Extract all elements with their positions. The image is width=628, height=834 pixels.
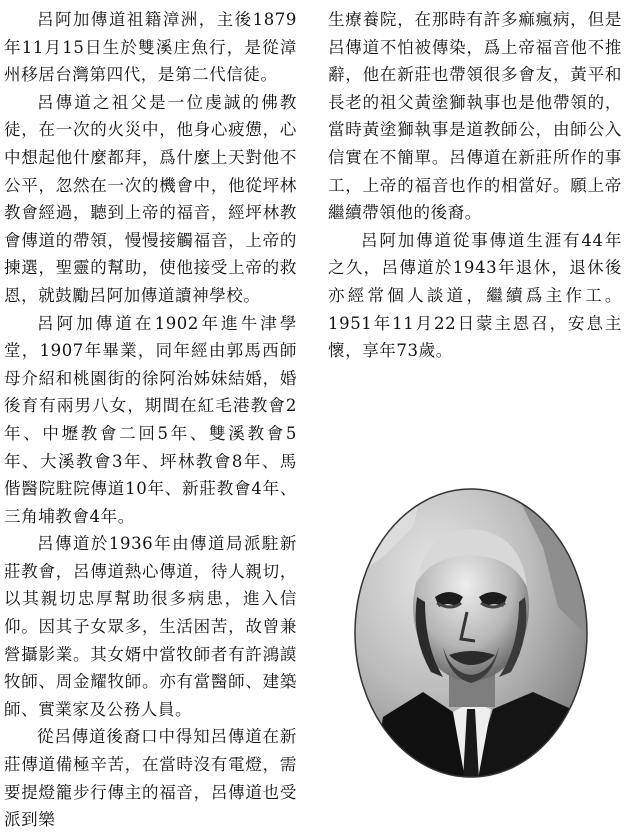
paragraph-retirement: 呂阿加傳道從事傳道生涯有44年之久，呂傳道於1943年退休，退休後亦經常個人談道，繼續爲主作工。1951年11月22日蒙主恩召，安息主懷，享年73歲。: [328, 230, 622, 361]
portrait-photo: [353, 487, 589, 779]
paragraph-descendants-account: 從呂傳道後裔口中得知呂傳道在新莊傳道備極辛苦，在當時沒有電燈，需要提燈籠步行傳主的福音，呂傳道也受派到樂: [4, 727, 297, 830]
paragraph-xinzhuang-church: 呂傳道於1936年由傳道局派駐新莊教會，呂傳道熱心傳道，待人親切，以其親切忠厚幫助很多病患，進入信仰。因其子女眾多，生活困苦，故曾兼營攝影業。其女婿中當牧師者有許鴻謨牧師、周金耀牧師。亦有當醫師、建築師、實業家及公務人員。: [4, 534, 297, 719]
paragraph-education-and-ministry: 呂阿加傳道在1902年進牛津學堂，1907年畢業，同年經由郭馬西師母介紹和桃園街的徐阿治姊妹結婚，婚後育有兩男八女，期間在紅毛港教會2年、中壢教會二回5年、雙溪教會5年、大溪教會3年、坪林教會8年、馬偕醫院駐院傳道10年、新莊教會4年、三角埔教會4年。: [4, 313, 297, 526]
paragraph-grandfather-conversion: 呂傳道之祖父是一位虔誠的佛教徒，在一次的火災中，他身心疲憊，心中想起他什麼都拜，爲什麼上天對他不公平，忽然在一次的機會中，他從坪林教會經過，聽到上帝的福音，經坪林教會傳道的帶領，慢慢接觸福音，上帝的揀選，聖靈的幫助，使他接受上帝的救恩，就鼓勵呂阿加傳道讀神學校。: [4, 92, 297, 305]
left-column: [4, 6, 297, 834]
paragraph-continuation: 生療養院，在那時有許多痲瘋病，但是呂傳道不怕被傳染，爲上帝福音他不推辭，他在新莊也帶領很多會友，黃平和長老的祖父黃塗獅執事也是他帶領的，當時黃塗獅執事是道教師公，由師公入信實在不簡單。呂傳道在新莊所作的事工，上帝的福音也作的相當好。願上帝繼續帶領他的後裔。: [328, 10, 622, 223]
paragraph-ancestry: 呂阿加傳道祖籍漳洲，主後1879年11月15日生於雙溪庄魚行，是從漳州移居台灣第四代，是第二代信徒。: [4, 10, 297, 85]
right-column: [328, 6, 622, 365]
